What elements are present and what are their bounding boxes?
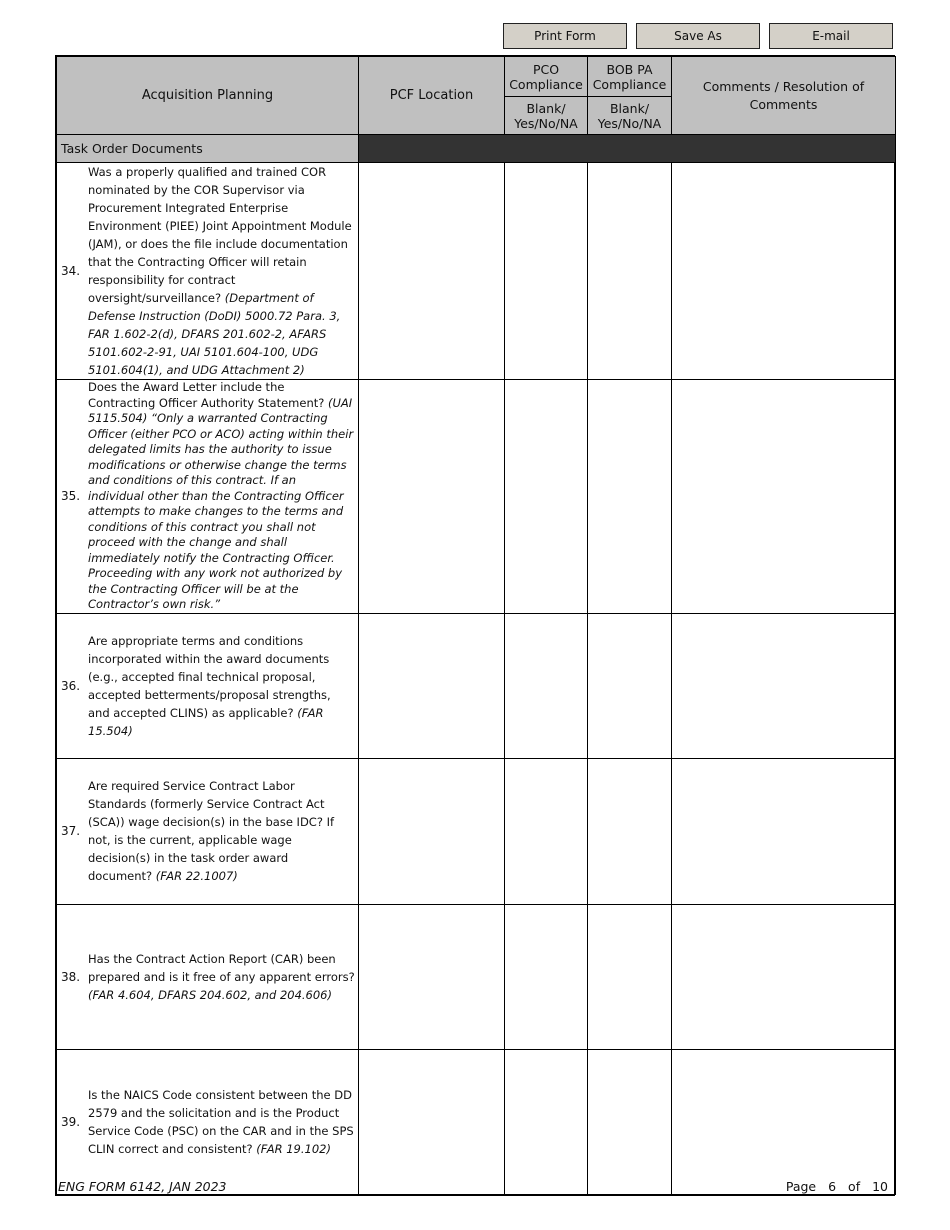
page-word: Page: [785, 1179, 817, 1194]
table-row: [57, 380, 896, 614]
email-button[interactable]: E-mail: [769, 23, 893, 49]
question-text: Was a properly qualified and trained COR nominated by the COR Supervisor via Procurement Integrated Enterprise Environment (PIEE) Joint Appointment Module (JAM), or does the file include documentation that the Contracting Officer will retain responsibility for contract oversight/surveillance? (Department of Defense Instruction (DoDI) 5000.72 Para. 3, FAR 1.602-2(d), DFARS 201.602-2, AFARS 5101.602-2-91, UAI 5101.604-100, UDG 5101.604(1), and UDG Attachment 2): [88, 165, 352, 377]
header-bob-sub: Blank/ Yes/No/NA: [588, 97, 672, 135]
pco-compliance-field[interactable]: [505, 904, 588, 1049]
bob-compliance-field[interactable]: [588, 380, 672, 614]
comments-field[interactable]: [672, 1049, 896, 1194]
question-37: [57, 758, 359, 904]
question-number: 34.: [61, 264, 81, 278]
question-number: 38.: [61, 969, 81, 984]
question-text: Is the NAICS Code consistent between the DD 2579 and the solicitation and is the Product Service Code (PSC) on the CAR and in the SPS CLIN correct and consistent? (FAR 19.102): [88, 1087, 354, 1156]
question-number: 39.: [61, 1114, 81, 1129]
comments-field[interactable]: [672, 380, 896, 614]
table-row: [57, 163, 896, 380]
question-text: Are appropriate terms and conditions incorporated within the award documents (e.g., accepted final technical proposal, accepted betterments/proposal strengths, and accepted CLINS) as applicable? (FAR 15.504): [88, 633, 331, 738]
header-pcf-location: PCF Location: [359, 57, 505, 135]
header-pco-compliance: PCO Compliance: [505, 57, 588, 97]
question-text: Does the Award Letter include the Contracting Officer Authority Statement? (UAI 5115.504) “Only a warranted Contracting Officer (either PCO or ACO) acting within their delegated limits has the authority to issue modifications or otherwise change the terms and conditions of this contract. If an individual other than the Contracting Officer attempts to make changes to the terms and conditions of this contract you shall not proceed with the change and shall immediately notify the Contracting Officer. Proceeding with any work not authorized by the Contracting Officer will be at the Contractor’s own risk.”: [88, 380, 354, 611]
comments-field[interactable]: [672, 904, 896, 1049]
bob-compliance-field[interactable]: [588, 758, 672, 904]
pco-compliance-field[interactable]: [505, 613, 588, 758]
print-form-button[interactable]: Print Form: [503, 23, 627, 49]
bob-compliance-field[interactable]: [588, 613, 672, 758]
comments-field[interactable]: [672, 163, 896, 380]
save-as-button[interactable]: Save As: [636, 23, 760, 49]
header-pco-sub: Blank/ Yes/No/NA: [505, 97, 588, 135]
question-text: Are required Service Contract Labor Standards (formerly Service Contract Act (SCA)) wage decision(s) in the base IDC? If not, is the current, applicable wage decision(s) in the task order award document? (FAR 22.1007): [88, 779, 335, 883]
section-title: Task Order Documents: [57, 135, 359, 163]
bob-compliance-field[interactable]: [588, 163, 672, 380]
pcf-location-field[interactable]: [359, 758, 505, 904]
question-34: [57, 163, 359, 380]
comments-field[interactable]: [672, 758, 896, 904]
question-number: 35.: [61, 489, 81, 504]
page-indicator: [778, 1179, 888, 1194]
comments-field[interactable]: [672, 613, 896, 758]
pcf-location-field[interactable]: [359, 904, 505, 1049]
checklist-table: [55, 55, 895, 1196]
pcf-location-field[interactable]: [359, 613, 505, 758]
bob-compliance-field[interactable]: [588, 1049, 672, 1194]
question-38: [57, 904, 359, 1049]
bob-compliance-field[interactable]: [588, 904, 672, 1049]
pcf-location-field[interactable]: [359, 1049, 505, 1194]
question-39: [57, 1049, 359, 1194]
table-row: [57, 613, 896, 758]
of-word: of: [848, 1179, 861, 1194]
question-text: Has the Contract Action Report (CAR) been prepared and is it free of any apparent errors? (FAR 4.604, DFARS 204.602, and 204.606): [88, 951, 355, 1002]
question-36: [57, 613, 359, 758]
header-comments: Comments / Resolution of Comments: [672, 57, 896, 135]
table-row: [57, 904, 896, 1049]
question-35: [57, 380, 359, 614]
pco-compliance-field[interactable]: [505, 163, 588, 380]
section-dark-band: [359, 135, 896, 163]
pco-compliance-field[interactable]: [505, 380, 588, 614]
table-row: [57, 758, 896, 904]
page-total: 10: [872, 1179, 888, 1194]
question-number: 36.: [61, 678, 81, 693]
pco-compliance-field[interactable]: [505, 758, 588, 904]
question-number: 37.: [61, 824, 81, 838]
header-acquisition-planning: Acquisition Planning: [57, 57, 359, 135]
page-current: 6: [828, 1179, 837, 1194]
header-bob-compliance: BOB PA Compliance: [588, 57, 672, 97]
pcf-location-field[interactable]: [359, 163, 505, 380]
form-identifier: ENG FORM 6142, JAN 2023: [58, 1179, 227, 1194]
pcf-location-field[interactable]: [359, 380, 505, 614]
table-row: [57, 1049, 896, 1194]
pco-compliance-field[interactable]: [505, 1049, 588, 1194]
